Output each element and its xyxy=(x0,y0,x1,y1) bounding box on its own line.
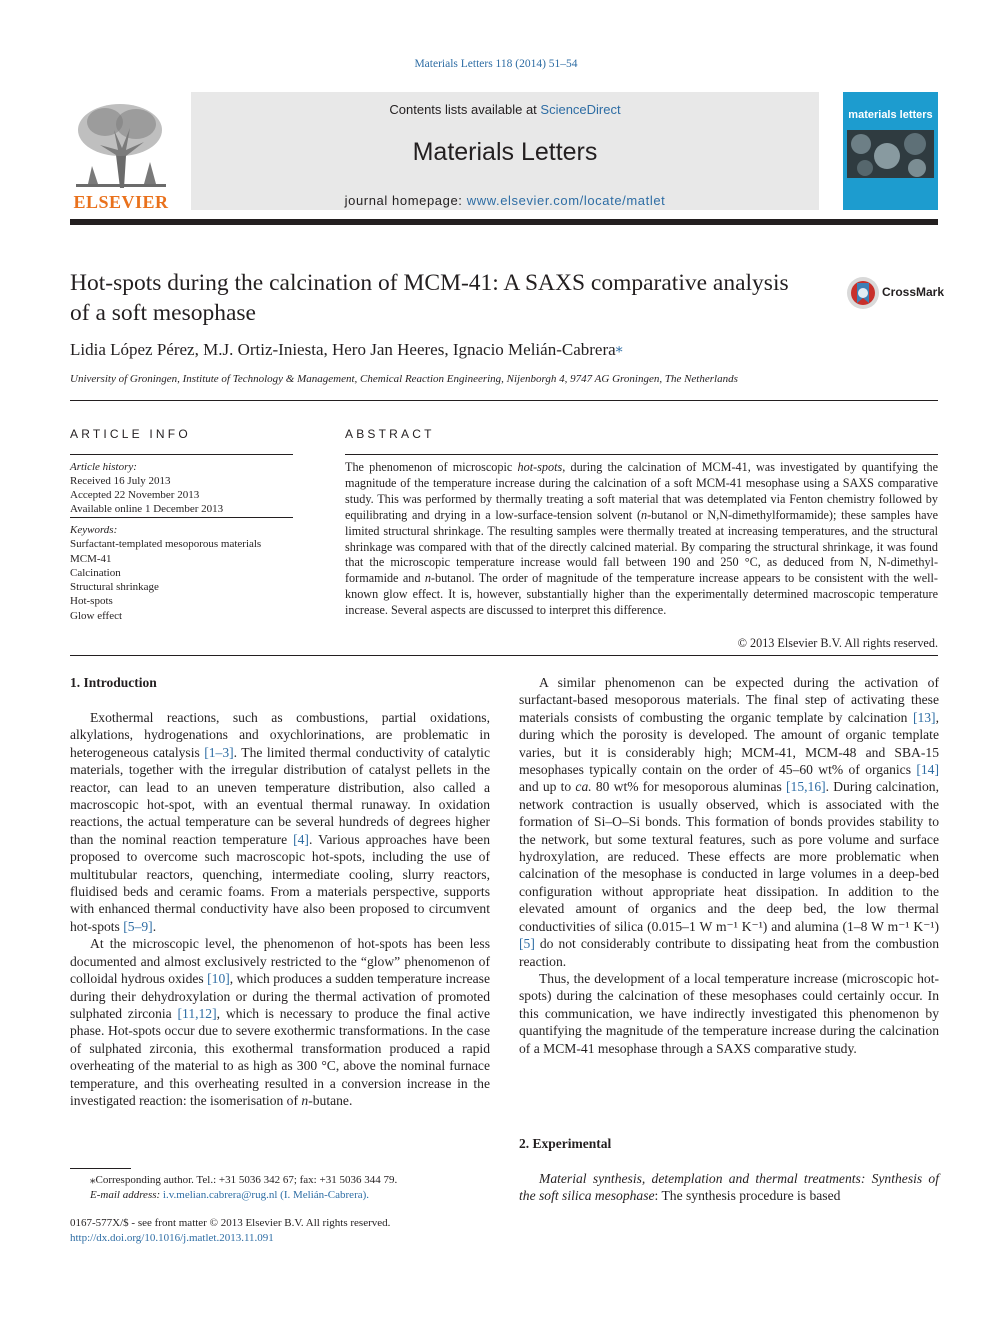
keyword-item: Structural shrinkage xyxy=(70,581,159,594)
introduction-heading: 1. Introduction xyxy=(70,675,157,690)
sciencedirect-link[interactable]: ScienceDirect xyxy=(540,102,621,117)
online-date: Available online 1 December 2013 xyxy=(70,503,224,515)
experimental-text xyxy=(519,1170,939,1205)
text: do not considerably contribute to dissipating heat from the combustion reaction. xyxy=(519,936,939,969)
text: : The synthesis procedure is based xyxy=(654,1188,841,1204)
experimental-paragraph-1 xyxy=(519,1170,939,1205)
citation-link[interactable]: [5–9] xyxy=(123,918,153,934)
accepted-date: Accepted 22 November 2013 xyxy=(70,489,200,501)
citation-link[interactable]: [5] xyxy=(519,936,535,952)
homepage-prefix: journal homepage: xyxy=(344,193,467,208)
cover-title: materials letters xyxy=(848,109,933,121)
keywords-label: Keywords: xyxy=(70,524,118,536)
text: . During calcination, network contraction is usually observed, which is associated with the formation of Si–O–Si bonds. This formation of bonds provides stability to the network, but some textural features, such as pore volume and surface hydroxylation, are reduced. These effects are more problematic when calcination of the mesophase is conducted in large volumes in a deep-bed configuration without appropriate heat dissipation. In addition to the elevated amount of organics and the deep bed, the low thermal conductivities of silica (0.015–1 W m⁻¹ K⁻¹) and alumina (1–8 W m⁻¹ K⁻¹) xyxy=(519,779,939,934)
text: . The limited thermal conductivity of catalytic materials, together with the irregular distribution of catalyst pellets in the reactor, can lead to an uneven temperature distribution, also called a macroscopic hot-spot, with an eventual thermal runaway. In oxidation reactions, the actual temperature can be several hundreds of degrees higher than the nominal reaction temperature xyxy=(70,744,490,847)
masthead xyxy=(70,92,938,214)
crossmark-badge[interactable] xyxy=(846,276,945,310)
text: . Various approaches have been proposed to overcome such macroscopic hot-spots, including the use of multitubular reactors, quenching, intermediate cooling, slurry reactors, fluidised beds and ceramic foams. From a materials perspective, supports with enhanced thermal conductivity have also been proposed to circumvent hot-spots xyxy=(70,831,490,934)
author-names: Lidia López Pérez, M.J. Ortiz-Iniesta, Hero Jan Heeres, Ignacio Melián-Cabrera xyxy=(70,340,616,359)
keyword-item: MCM-41 xyxy=(70,552,112,565)
intro-paragraph-2 xyxy=(70,935,490,1109)
abstract-heading: ABSTRACT xyxy=(345,427,435,441)
text: , during which the porosity is developed. The amount of organic template varies, but it is considerably high; MCM-41, MCM-48 and SBA-15 mesophases typically contain on the order of 45–60 wt% of organics xyxy=(519,709,939,778)
abstract-emphasis: hot-spots xyxy=(517,460,563,474)
history-label: Article history: xyxy=(70,461,137,473)
abstract-emphasis: n xyxy=(424,571,431,586)
article-title: Hot-spots during the calcination of MCM-41: A SAXS comparative analysis of a soft mesophase xyxy=(70,270,789,326)
elsevier-wordmark: ELSEVIER xyxy=(73,192,169,212)
received-date: Received 16 July 2013 xyxy=(70,475,171,487)
contents-available-line xyxy=(191,102,819,117)
divider xyxy=(70,400,938,401)
footnote-rule xyxy=(70,1168,131,1169)
keyword-item: Surfactant-templated mesoporous materials xyxy=(70,538,262,551)
experimental-heading: 2. Experimental xyxy=(519,1136,612,1151)
contents-prefix: Contents lists available at xyxy=(389,102,541,117)
author-list xyxy=(70,340,930,360)
journal-name: Materials Letters xyxy=(412,138,598,166)
text: A similar phenomenon can be expected during the activation of surfactant-based mesoporous materials. The final step of activating these materials consists of combusting the organic template by calcination xyxy=(519,675,939,725)
abstract-part: The phenomenon of microscopic xyxy=(345,460,518,474)
text-emphasis: n xyxy=(301,1092,309,1108)
abstract-part: -butanol. The order of magnitude of the temperature increase appears to be consistent with the well-known glow effect. It is, however, substantially higher than the experimentally determined macroscopic temperature increase. Several aspects are discussed to interpret this difference. xyxy=(345,571,938,618)
text: , which is necessary to produce the final active phase. Hot-spots occur due to severe exothermic transformations. In the case of sulphated zirconia, this exothermal transformation produced a rapid overheating of the material to as high as 300 °C, above the nominal furnace temperature, and this overheating resulted in a conversion increase in the investigated reaction: the isomerisation of xyxy=(70,1005,490,1108)
corresponding-author-note xyxy=(70,1173,490,1188)
issn-line: 0167-577X/$ - see front matter © 2013 Elsevier B.V. All rights reserved. xyxy=(70,1217,391,1229)
journal-reference[interactable]: Materials Letters 118 (2014) 51–54 xyxy=(414,58,578,70)
citation-link[interactable]: [4] xyxy=(293,831,309,847)
footnote xyxy=(70,1173,490,1203)
homepage-link[interactable]: www.elsevier.com/locate/matlet xyxy=(466,193,666,208)
keyword-item: Glow effect xyxy=(70,609,123,622)
keywords-block xyxy=(70,523,300,623)
footnote-mark: ⁎ xyxy=(90,1174,96,1186)
corresponding-author-mark[interactable]: ⁎ xyxy=(615,341,623,356)
email-label: E-mail address: xyxy=(90,1189,163,1201)
text-emphasis: ca. xyxy=(575,779,592,795)
text: , which produces a sudden temperature increase during their dehydroxylation or during the thermal activation of promoted sulphated zirconia xyxy=(70,971,491,1021)
text: . xyxy=(152,918,157,934)
cover-image xyxy=(847,130,934,178)
keyword-item: Calcination xyxy=(70,566,121,579)
divider xyxy=(70,454,293,455)
intro-paragraph-3 xyxy=(519,674,939,970)
footnote-text: Corresponding author. Tel.: +31 5036 342 67; fax: +31 5036 344 79. xyxy=(95,1174,398,1186)
right-column xyxy=(519,674,939,1057)
journal-cover-thumbnail[interactable] xyxy=(843,92,938,210)
abstract-copyright: © 2013 Elsevier B.V. All rights reserved. xyxy=(737,636,938,650)
divider xyxy=(70,517,293,518)
crossmark-icon xyxy=(846,276,880,310)
email-note xyxy=(70,1188,490,1203)
divider xyxy=(70,655,938,656)
crossmark-label: CrossMark xyxy=(882,285,945,299)
article-info-heading: ARTICLE INFO xyxy=(70,427,191,441)
journal-homepage-line xyxy=(191,193,819,208)
subsection-title: Material synthesis, detemplation and thermal treatments: Synthesis of the soft silica mesophase xyxy=(519,1171,939,1204)
text: Exothermal reactions, such as combustions, partial oxidations, alkylations, hydrogenations and oxychlorinations, are problematic in heterogeneous catalysis xyxy=(70,710,490,760)
email-link[interactable]: i.v.melian.cabrera@rug.nl (I. Melián-Cabrera). xyxy=(162,1189,370,1201)
journal-banner xyxy=(191,92,819,210)
abstract-part: , during the calcination of MCM-41, was investigated by quantifying the magnitude of the temperature increase during the calcination of a soft MCM-41 mesophase using a SAXS comparative study. This was performed by thermally treating a soft material that was detemplated via Fenton chemistry followed by equilibrating and drying in a low-surface-tension solvent ( xyxy=(345,460,939,522)
abstract-part: -butanol or N,N-dimethylformamide); these samples have limited structural shrinkage. The resulting samples were thermally treated at increasing temperatures, and the structural shrinkage was compared with that of the directly calcined material. By comparing the structural shrinkage, it was found that the microscopic temperature increase would fall between 190 and 250 °C, as deduced from N, N-dimethyl-formamide and xyxy=(345,507,939,586)
keyword-item: Hot-spots xyxy=(70,595,113,608)
abstract-text xyxy=(345,460,938,619)
citation-link[interactable]: [10] xyxy=(207,971,230,987)
citation-link[interactable]: [14] xyxy=(916,762,939,778)
abstract-emphasis: n xyxy=(641,507,648,522)
intro-paragraph-4: Thus, the development of a local temperature increase (microscopic hot-spots) during the calcination of these mesophases could certainly occur. In this communication, we have indirectly investigated this phenomenon by quantifying the magnitude of the temperature increase during the calcination of a MCM-41 mesophase through a SAXS comparative study. xyxy=(519,970,939,1056)
citation-link[interactable]: [13] xyxy=(912,709,936,725)
left-column xyxy=(70,709,490,1109)
divider xyxy=(345,454,938,455)
text: At the microscopic level, the phenomenon of hot-spots has been less documented and almost exclusively restricted to the “glow” phenomenon of colloidal hydrous oxides xyxy=(70,936,490,987)
intro-paragraph-1 xyxy=(70,709,490,935)
citation-link[interactable]: [11,12] xyxy=(177,1005,217,1021)
masthead-rule xyxy=(70,219,938,225)
text: 80 wt% for mesoporous aluminas xyxy=(591,779,786,795)
text: -butane. xyxy=(308,1092,353,1108)
citation-link[interactable]: [15,16] xyxy=(786,779,826,795)
citation-link[interactable]: [1–3] xyxy=(204,744,234,760)
cover-texture xyxy=(847,130,934,178)
page-footer xyxy=(70,1216,570,1246)
affiliation: University of Groningen, Institute of Technology & Management, Chemical Reaction Engineering, Nijenborgh 4, 9747 AG Groningen, The Netherlands xyxy=(70,373,738,385)
article-history xyxy=(70,460,300,516)
text: and up to xyxy=(519,779,576,795)
doi-link[interactable]: http://dx.doi.org/10.1016/j.matlet.2013.11.091 xyxy=(70,1232,274,1244)
